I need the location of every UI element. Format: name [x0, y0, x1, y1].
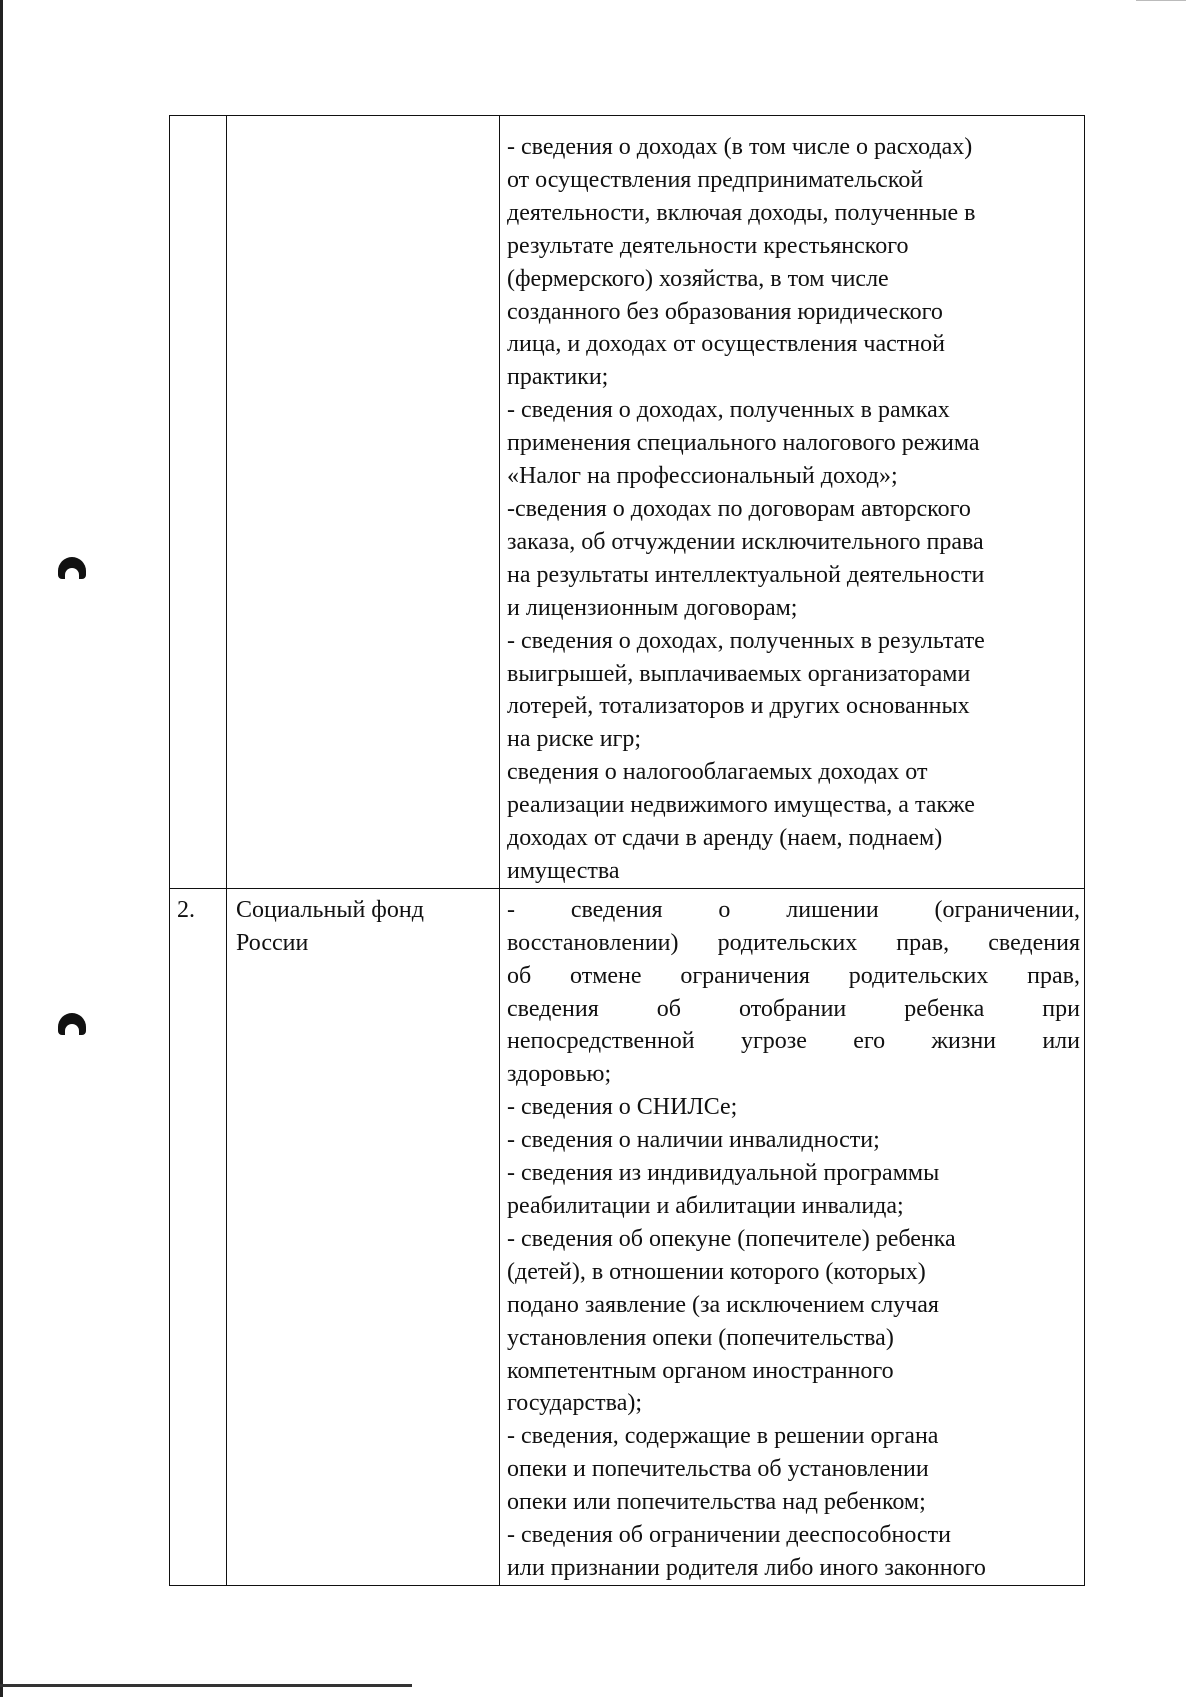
punch-hole-top — [58, 557, 86, 579]
information-cell — [500, 888, 1085, 1585]
text-line: заказа, об отчуждении исключительного права — [507, 528, 984, 555]
organization-name-line: Социальный фонд — [236, 896, 424, 923]
justified-text-line: сведения об отобрании ребенка при — [507, 995, 1080, 1022]
text-line: лица, и доходах от осуществления частной — [507, 331, 945, 358]
punch-hole-bottom — [58, 1013, 86, 1035]
organization-cell — [227, 116, 500, 889]
text-line: доходах от сдачи в аренду (наем, поднаем) — [507, 825, 943, 852]
table-row — [170, 888, 1085, 1585]
row-number-cell — [170, 116, 227, 889]
text-line: опеки и попечительства об установлении — [507, 1456, 929, 1483]
text-line: лотерей, тотализаторов и других основанных — [507, 693, 970, 720]
text-line: практики; — [507, 364, 609, 391]
text-line: созданного без образования юридического — [507, 298, 943, 325]
text-line: результате деятельности крестьянского — [507, 232, 909, 259]
text-line: подано заявление (за исключением случая — [507, 1291, 939, 1318]
text-line: деятельности, включая доходы, полученные в — [507, 199, 976, 226]
organization-name-line: России — [236, 929, 309, 956]
text-line: «Налог на профессиональный доход»; — [507, 463, 898, 490]
corner-scan-mark — [1136, 0, 1186, 1]
text-line: компетентным органом иностранного — [507, 1357, 894, 1384]
document-table — [169, 115, 1085, 1586]
text-line: сведения о налогооблагаемых доходах от — [507, 759, 928, 786]
text-line: - сведения о доходах, полученных в рамках — [507, 397, 950, 424]
text-line: - сведения, содержащие в решении органа — [507, 1423, 939, 1450]
bottom-scan-edge — [0, 1684, 412, 1687]
organization-cell — [227, 888, 500, 1585]
text-line: государства); — [507, 1390, 642, 1417]
text-line: реализации недвижимого имущества, а также — [507, 792, 975, 819]
text-line: применения специального налогового режима — [507, 430, 980, 457]
text-line: имущества — [507, 857, 620, 884]
text-line: - сведения об ограничении дееспособности — [507, 1522, 951, 1549]
text-line: реабилитации и абилитации инвалида; — [507, 1193, 904, 1219]
text-line: -сведения о доходах по договорам авторского — [507, 495, 971, 522]
text-line: - сведения о доходах (в том числе о расходах) — [507, 134, 973, 160]
justified-text-line: непосредственной угрозе его жизни или — [507, 1028, 1080, 1055]
text-line: на риске игр; — [507, 726, 642, 753]
text-line: - сведения о СНИЛСе; — [507, 1094, 738, 1121]
text-line: выигрышей, выплачиваемых организаторами — [507, 660, 971, 687]
text-line: или признании родителя либо иного законного — [507, 1554, 986, 1581]
row-number-cell: 2. — [170, 888, 227, 1585]
text-line: - сведения о доходах, полученных в результате — [507, 627, 985, 654]
text-line: установления опеки (попечительства) — [507, 1324, 894, 1351]
text-line: (детей), в отношении которого (которых) — [507, 1258, 926, 1285]
text-line: - сведения из индивидуальной программы — [507, 1160, 940, 1187]
justified-text-line: об отмене ограничения родительских прав, — [507, 962, 1080, 989]
text-line: и лицензионным договорам; — [507, 594, 798, 621]
text-line: опеки или попечительства над ребенком; — [507, 1489, 926, 1516]
text-line: здоровью; — [507, 1061, 612, 1088]
text-line: от осуществления предпринимательской — [507, 166, 924, 193]
justified-text-line: восстановлении) родительских прав, сведения — [507, 929, 1080, 956]
table-row — [170, 116, 1085, 889]
text-line: (фермерского) хозяйства, в том числе — [507, 265, 889, 292]
information-cell — [500, 116, 1085, 889]
text-line: на результаты интеллектуальной деятельности — [507, 561, 985, 588]
justified-text-line: - сведения о лишении (ограничении, — [507, 896, 1080, 923]
text-line: - сведения о наличии инвалидности; — [507, 1127, 880, 1154]
text-line: - сведения об опекуне (попечителе) ребенка — [507, 1225, 956, 1252]
left-scan-edge — [0, 0, 3, 1697]
